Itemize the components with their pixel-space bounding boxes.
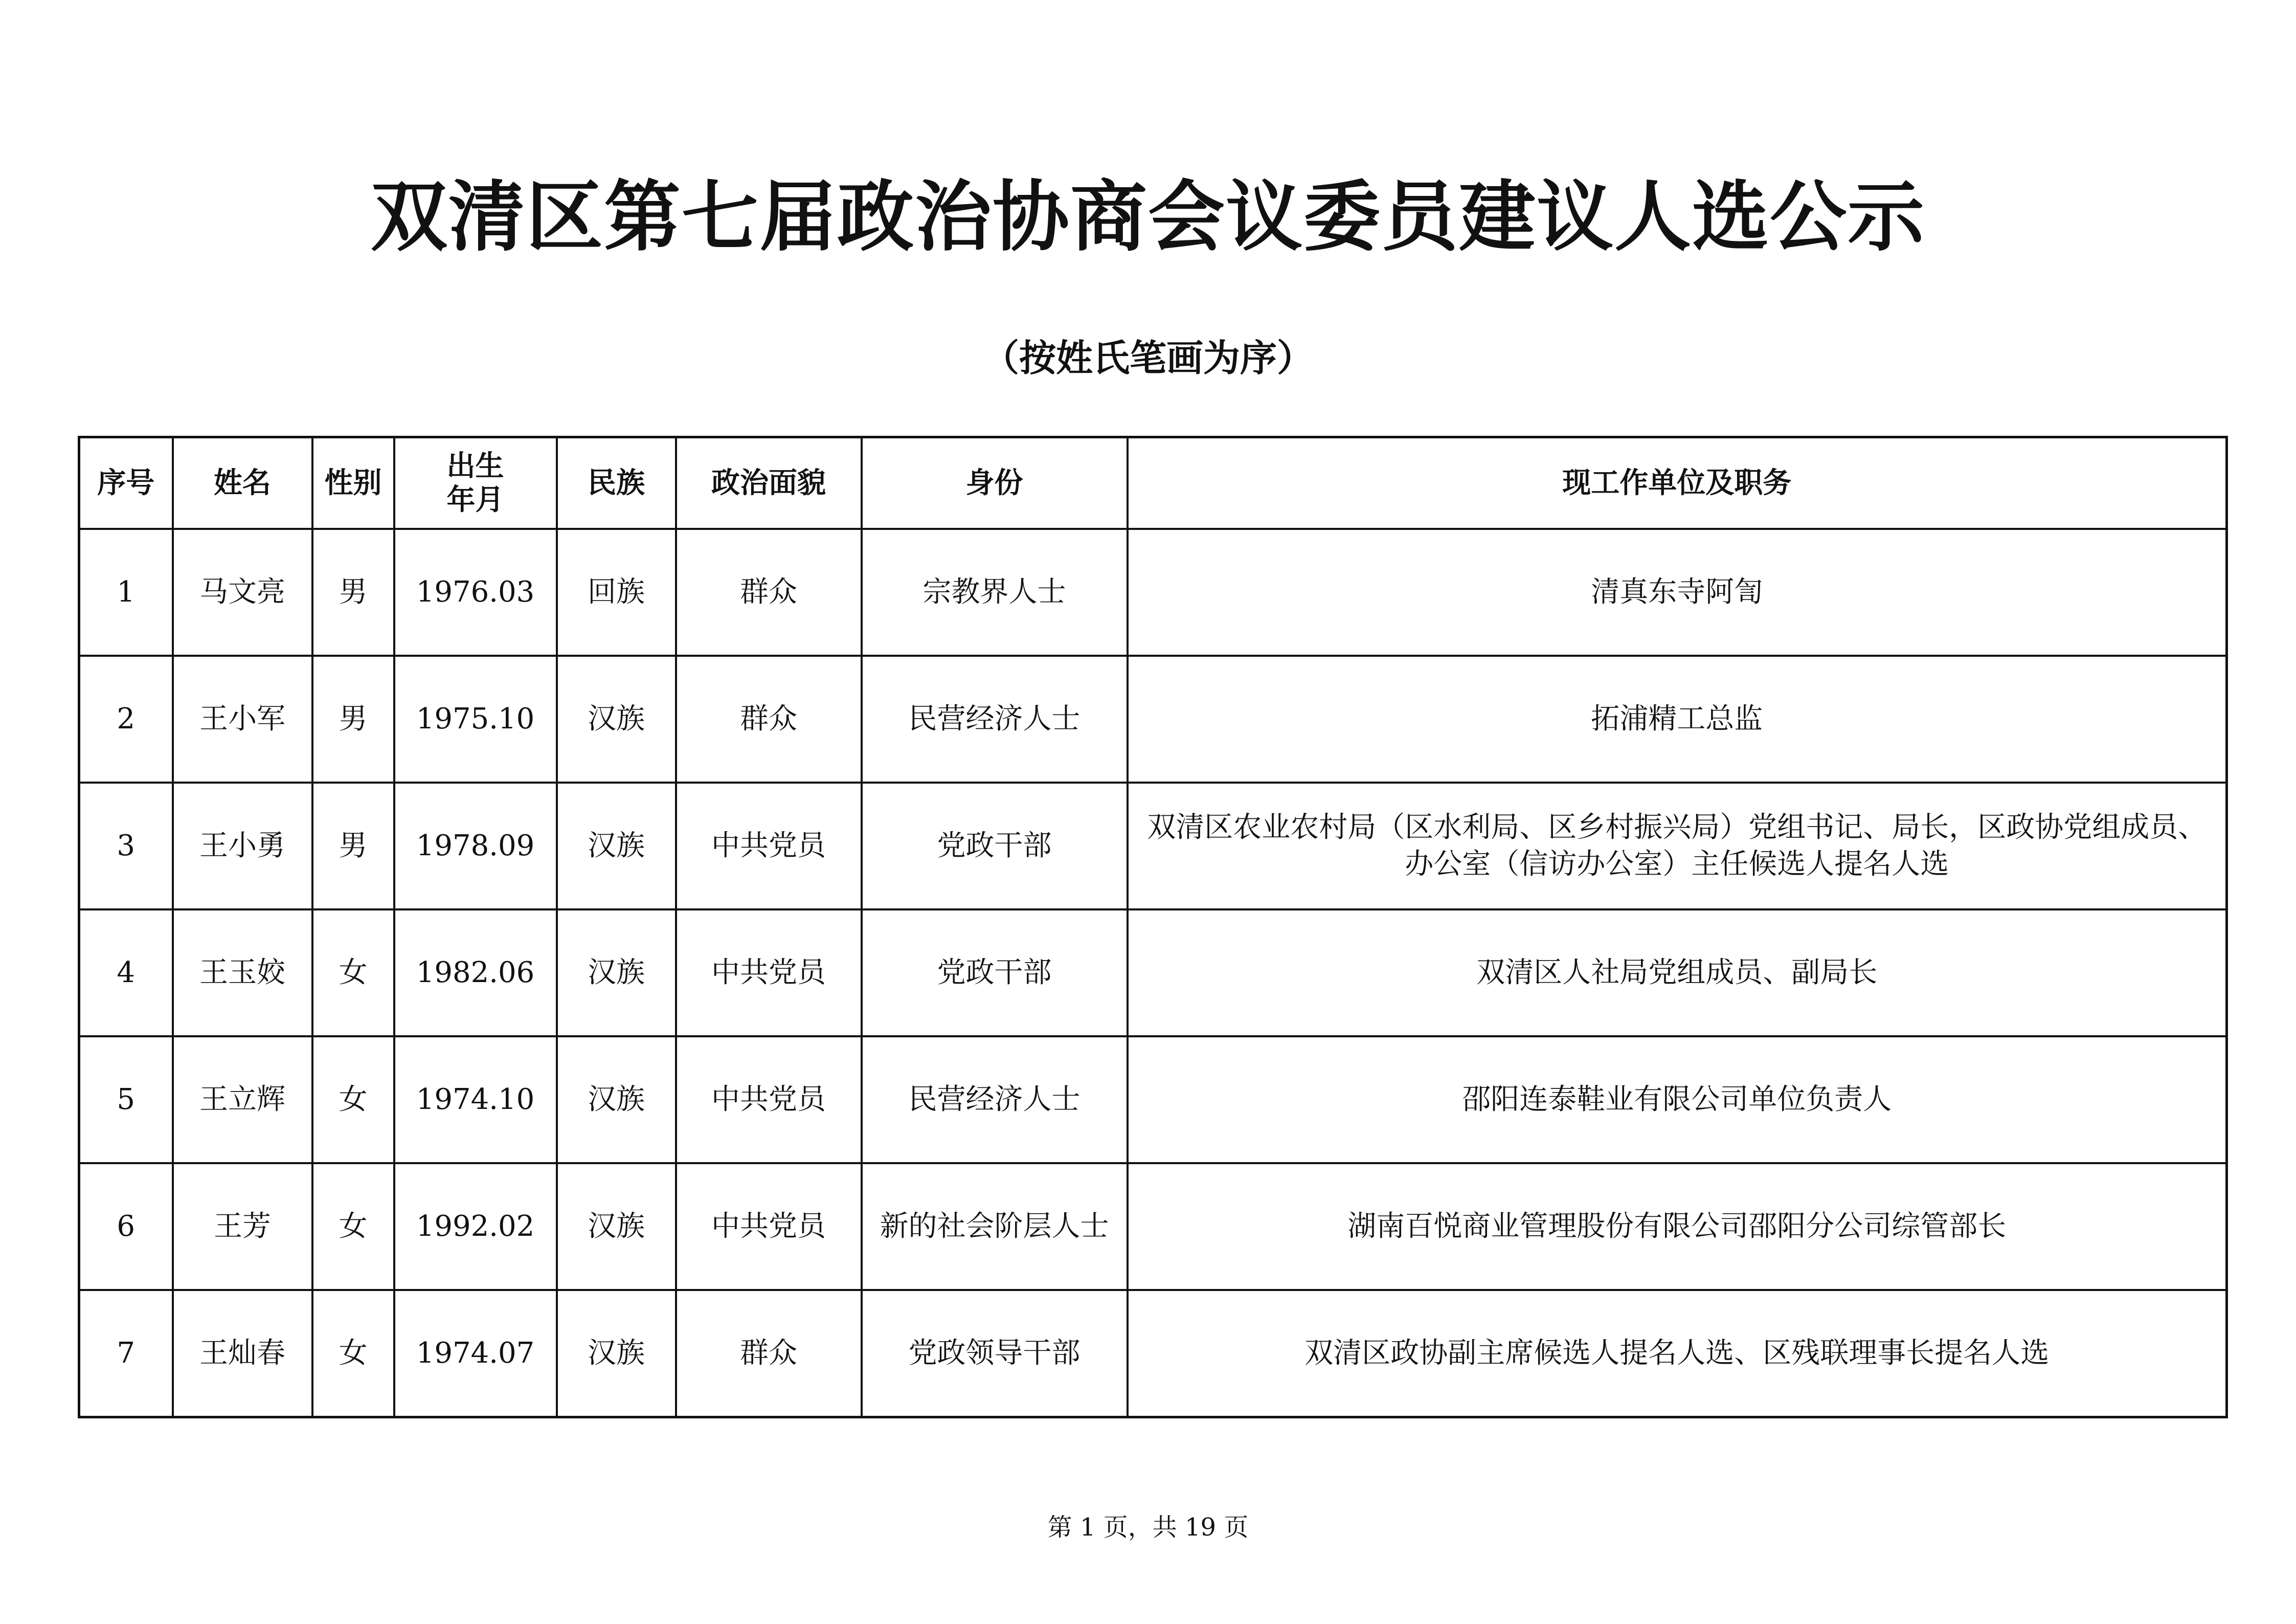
header-index: 序号 <box>79 437 173 529</box>
cell-name: 马文亮 <box>173 529 312 656</box>
cell-name: 王小军 <box>173 656 312 783</box>
footer-middle: 页，共 <box>1103 1513 1177 1542</box>
page-footer <box>0 1512 2296 1543</box>
cell-ethnicity: 汉族 <box>557 1036 676 1163</box>
header-workplace: 现工作单位及职务 <box>1128 437 2227 529</box>
cell-political-status: 中共党员 <box>676 1163 862 1290</box>
table-row <box>79 909 2227 1036</box>
cell-political-status: 中共党员 <box>676 909 862 1036</box>
cell-name: 王立辉 <box>173 1036 312 1163</box>
cell-political-status: 中共党员 <box>676 783 862 909</box>
table-row <box>79 529 2227 656</box>
table-row <box>79 1290 2227 1417</box>
cell-index: 4 <box>79 909 173 1036</box>
cell-name: 王灿春 <box>173 1290 312 1417</box>
cell-workplace: 清真东寺阿訇 <box>1128 529 2227 656</box>
cell-index: 3 <box>79 783 173 909</box>
cell-political-status: 中共党员 <box>676 1036 862 1163</box>
cell-gender: 女 <box>312 1290 394 1417</box>
cell-birth: 1975.10 <box>394 656 557 783</box>
cell-ethnicity: 汉族 <box>557 783 676 909</box>
cell-birth: 1976.03 <box>394 529 557 656</box>
cell-birth: 1974.07 <box>394 1290 557 1417</box>
cell-birth: 1974.10 <box>394 1036 557 1163</box>
footer-page-number: 1 <box>1079 1513 1096 1542</box>
header-name: 姓名 <box>173 437 312 529</box>
cell-workplace: 拓浦精工总监 <box>1128 656 2227 783</box>
table-row <box>79 783 2227 909</box>
cell-name: 王芳 <box>173 1163 312 1290</box>
cell-workplace: 湖南百悦商业管理股份有限公司邵阳分公司综管部长 <box>1128 1163 2227 1290</box>
cell-index: 2 <box>79 656 173 783</box>
cell-ethnicity: 回族 <box>557 529 676 656</box>
cell-name: 王玉姣 <box>173 909 312 1036</box>
cell-birth: 1982.06 <box>394 909 557 1036</box>
candidate-table <box>78 436 2228 1418</box>
cell-index: 1 <box>79 529 173 656</box>
cell-political-status: 群众 <box>676 656 862 783</box>
cell-political-status: 群众 <box>676 1290 862 1417</box>
header-political-status: 政治面貌 <box>676 437 862 529</box>
cell-gender: 女 <box>312 1163 394 1290</box>
cell-ethnicity: 汉族 <box>557 909 676 1036</box>
header-gender: 性别 <box>312 437 394 529</box>
table-row <box>79 1163 2227 1290</box>
cell-birth: 1978.09 <box>394 783 557 909</box>
cell-workplace: 双清区政协副主席候选人提名人选、区残联理事长提名人选 <box>1128 1290 2227 1417</box>
table-row <box>79 1036 2227 1163</box>
header-birth <box>394 437 557 529</box>
cell-identity: 党政干部 <box>862 783 1128 909</box>
cell-gender: 男 <box>312 656 394 783</box>
cell-ethnicity: 汉族 <box>557 1290 676 1417</box>
cell-index: 7 <box>79 1290 173 1417</box>
cell-name: 王小勇 <box>173 783 312 909</box>
cell-ethnicity: 汉族 <box>557 1163 676 1290</box>
header-ethnicity: 民族 <box>557 437 676 529</box>
header-identity: 身份 <box>862 437 1128 529</box>
cell-identity: 党政干部 <box>862 909 1128 1036</box>
cell-ethnicity: 汉族 <box>557 656 676 783</box>
cell-workplace: 邵阳连泰鞋业有限公司单位负责人 <box>1128 1036 2227 1163</box>
page-title: 双清区第七届政治协商会议委员建议人选公示 <box>370 173 1925 262</box>
footer-suffix: 页 <box>1224 1513 1249 1542</box>
cell-workplace: 双清区农业农村局（区水利局、区乡村振兴局）党组书记、局长，区政协党组成员、办公室（信访办公室）主任候选人提名人选 <box>1128 783 2227 909</box>
cell-gender: 男 <box>312 783 394 909</box>
cell-gender: 男 <box>312 529 394 656</box>
header-birth-line1: 出生 <box>446 449 504 483</box>
cell-index: 6 <box>79 1163 173 1290</box>
footer-total-pages: 19 <box>1185 1513 1217 1542</box>
cell-identity: 民营经济人士 <box>862 1036 1128 1163</box>
cell-political-status: 群众 <box>676 529 862 656</box>
table-row <box>79 656 2227 783</box>
cell-gender: 女 <box>312 1036 394 1163</box>
footer-prefix: 第 <box>1047 1513 1072 1542</box>
cell-identity: 宗教界人士 <box>862 529 1128 656</box>
cell-workplace: 双清区人社局党组成员、副局长 <box>1128 909 2227 1036</box>
table-header-row <box>79 437 2227 529</box>
cell-gender: 女 <box>312 909 394 1036</box>
cell-identity: 民营经济人士 <box>862 656 1128 783</box>
cell-birth: 1992.02 <box>394 1163 557 1290</box>
page-subtitle: （按姓氏笔画为序） <box>982 337 1314 380</box>
header-birth-line2: 年月 <box>446 483 504 517</box>
cell-identity: 党政领导干部 <box>862 1290 1128 1417</box>
cell-identity: 新的社会阶层人士 <box>862 1163 1128 1290</box>
cell-index: 5 <box>79 1036 173 1163</box>
